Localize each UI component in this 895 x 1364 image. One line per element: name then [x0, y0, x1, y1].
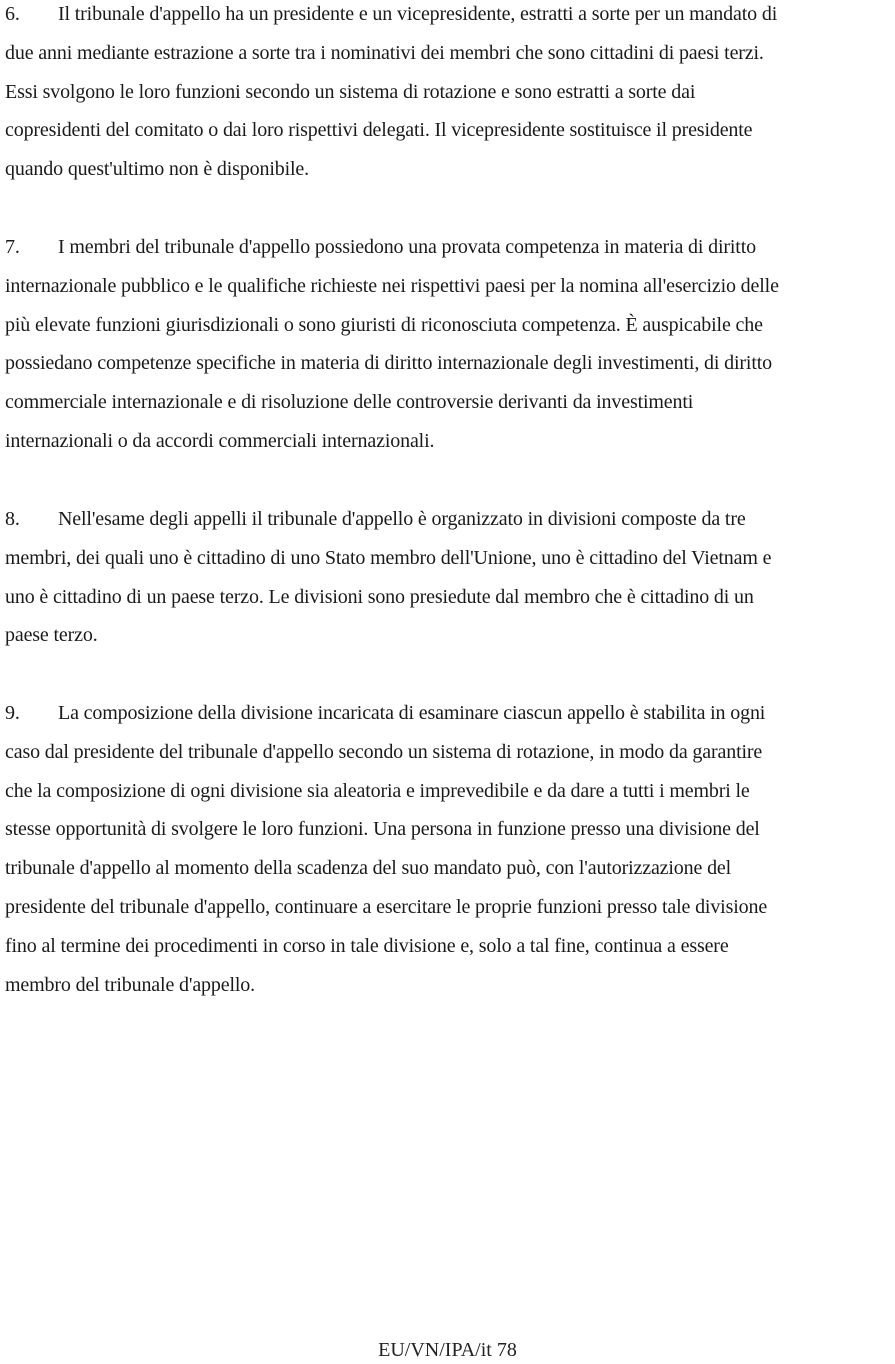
paragraph-text: Il tribunale d'appello ha un presidente e un vicepresidente, estratti a sorte per un mandato di: [58, 3, 778, 25]
paragraph-number: 7.: [5, 236, 20, 258]
paragraph-line: più elevate funzioni giurisdizionali o sono giuristi di riconosciuta competenza. È auspicabile che: [5, 313, 763, 336]
paragraph-line: [5, 505, 895, 544]
paragraph-line: fino al termine dei procedimenti in corso in tale divisione e, solo a tal fine, continua a essere: [5, 934, 729, 957]
page-footer-reference: EU/VN/IPA/it 78: [378, 1339, 517, 1361]
paragraph-line: caso dal presidente del tribunale d'appello secondo un sistema di rotazione, in modo da garantire: [5, 740, 763, 763]
paragraph-line: internazionali o da accordi commerciali internazionali.: [5, 429, 435, 452]
paragraph-number: 9.: [5, 702, 20, 724]
paragraph-6: [5, 0, 895, 194]
paragraph-number: 8.: [5, 508, 20, 530]
paragraph-line: presidente del tribunale d'appello, continuare a esercitare le proprie funzioni presso tale divisione: [5, 895, 768, 918]
paragraph-line: [5, 233, 895, 272]
paragraph-text: I membri del tribunale d'appello possiedono una provata competenza in materia di diritto: [58, 236, 756, 258]
paragraph-line: commerciale internazionale e di risoluzione delle controversie derivanti da investimenti: [5, 391, 694, 414]
paragraph-line: che la composizione di ogni divisione sia aleatoria e imprevedibile e da dare a tutti i membri le: [5, 779, 750, 802]
paragraph-line: paese terzo.: [5, 624, 98, 647]
paragraph-line: tribunale d'appello al momento della scadenza del suo mandato può, con l'autorizzazione del: [5, 857, 732, 880]
paragraph-line: [5, 699, 895, 738]
paragraph-line: quando quest'ultimo non è disponibile.: [5, 158, 309, 181]
paragraph-line: membro del tribunale d'appello.: [5, 973, 255, 996]
paragraph-line: Essi svolgono le loro funzioni secondo un sistema di rotazione e sono estratti a sorte dai: [5, 80, 696, 103]
paragraph-line: internazionale pubblico e le qualifiche richieste nei rispettivi paesi per la nomina all'esercizio delle: [5, 274, 779, 297]
paragraph-number: 6.: [5, 3, 20, 25]
paragraph-line: copresidenti del comitato o dai loro rispettivi delegati. Il vicepresidente sostituisce il presidente: [5, 119, 753, 142]
paragraph-line: [5, 0, 895, 39]
paragraph-text: Nell'esame degli appelli il tribunale d'appello è organizzato in divisioni composte da tre: [58, 508, 746, 530]
paragraph-line: uno è cittadino di un paese terzo. Le divisioni sono presiedute dal membro che è cittadino di un: [5, 585, 754, 608]
paragraph-9: [5, 699, 895, 1009]
paragraph-text: La composizione della divisione incaricata di esaminare ciascun appello è stabilita in ogni: [58, 702, 766, 724]
paragraph-line: stesse opportunità di svolgere le loro funzioni. Una persona in funzione presso una divisione del: [5, 818, 760, 841]
paragraph-line: membri, dei quali uno è cittadino di uno Stato membro dell'Unione, uno è cittadino del Vietnam e: [5, 546, 772, 569]
paragraph-line: due anni mediante estrazione a sorte tra i nominativi dei membri che sono cittadini di paesi terzi.: [5, 41, 764, 64]
paragraph-line: possiedano competenze specifiche in materia di diritto internazionale degli investimenti, di diritto: [5, 352, 772, 375]
paragraph-7: [5, 233, 895, 466]
paragraph-8: [5, 505, 895, 660]
